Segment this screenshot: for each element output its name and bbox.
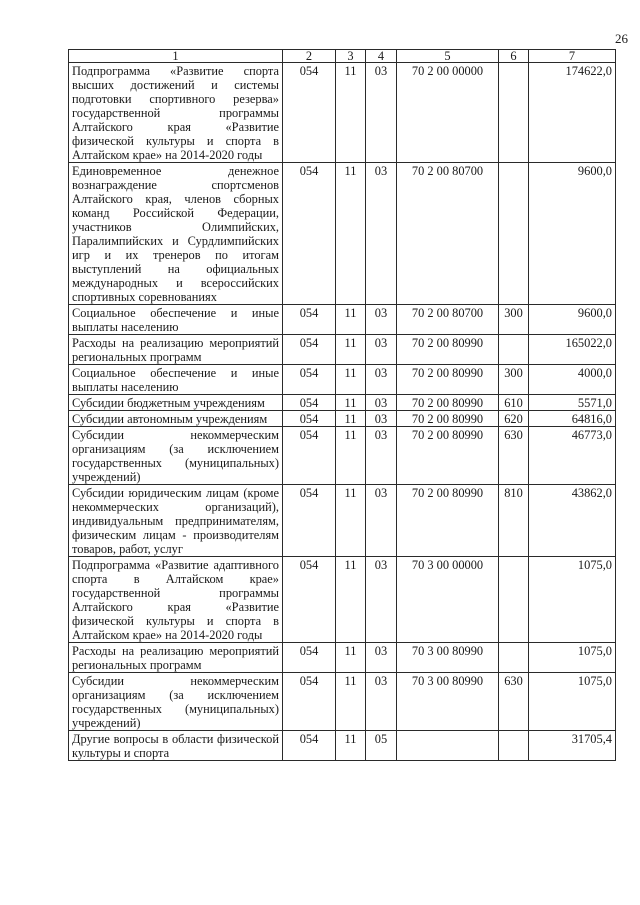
section-code: 11: [336, 643, 366, 673]
ministry-code: 054: [283, 305, 336, 335]
target-code: 70 2 00 80700: [397, 163, 499, 305]
section-code: 11: [336, 63, 366, 163]
section-code: 11: [336, 557, 366, 643]
target-code: 70 2 00 80990: [397, 427, 499, 485]
section-code: 11: [336, 305, 366, 335]
subsection-code: 03: [366, 485, 397, 557]
amount: 43862,0: [529, 485, 616, 557]
expense-type-code: [499, 63, 529, 163]
target-code: 70 2 00 80990: [397, 335, 499, 365]
table-row: [69, 485, 616, 557]
amount: 165022,0: [529, 335, 616, 365]
target-code: 70 2 00 80990: [397, 485, 499, 557]
ministry-code: 054: [283, 395, 336, 411]
section-code: 11: [336, 365, 366, 395]
ministry-code: 054: [283, 643, 336, 673]
item-name: Субсидии автономным учреждениям: [69, 411, 283, 427]
subsection-code: 03: [366, 395, 397, 411]
table-row: [69, 335, 616, 365]
ministry-code: 054: [283, 63, 336, 163]
subsection-code: 03: [366, 63, 397, 163]
ministry-code: 054: [283, 557, 336, 643]
expense-type-code: 300: [499, 365, 529, 395]
subsection-code: 03: [366, 643, 397, 673]
expense-type-code: 810: [499, 485, 529, 557]
table-row: [69, 305, 616, 335]
table-row: [69, 395, 616, 411]
table-row: [69, 557, 616, 643]
target-code: 70 3 00 80990: [397, 673, 499, 731]
item-name: Другие вопросы в области физической культуры и спорта: [69, 731, 283, 761]
amount: 4000,0: [529, 365, 616, 395]
ministry-code: 054: [283, 673, 336, 731]
target-code: 70 2 00 00000: [397, 63, 499, 163]
amount: 9600,0: [529, 305, 616, 335]
target-code: 70 3 00 80990: [397, 643, 499, 673]
subsection-code: 03: [366, 427, 397, 485]
amount: 1075,0: [529, 557, 616, 643]
ministry-code: 054: [283, 365, 336, 395]
amount: 46773,0: [529, 427, 616, 485]
ministry-code: 054: [283, 335, 336, 365]
column-header: 5: [397, 50, 499, 63]
item-name: Субсидии некоммерческим организациям (за исключением государственных (муниципальных) учреждений): [69, 427, 283, 485]
table-row: [69, 673, 616, 731]
item-name: Субсидии юридическим лицам (кроме некоммерческих организаций), индивидуальным предпринимателям, физическим лицам - производителям товаров, работ, услуг: [69, 485, 283, 557]
item-name: Расходы на реализацию мероприятий региональных программ: [69, 335, 283, 365]
item-name: Социальное обеспечение и иные выплаты населению: [69, 365, 283, 395]
ministry-code: 054: [283, 731, 336, 761]
subsection-code: 03: [366, 305, 397, 335]
expense-type-code: [499, 731, 529, 761]
target-code: [397, 731, 499, 761]
ministry-code: 054: [283, 163, 336, 305]
target-code: 70 2 00 80700: [397, 305, 499, 335]
section-code: 11: [336, 673, 366, 731]
expense-type-code: 630: [499, 673, 529, 731]
table-row: [69, 163, 616, 305]
expense-type-code: 630: [499, 427, 529, 485]
amount: 64816,0: [529, 411, 616, 427]
expense-type-code: 300: [499, 305, 529, 335]
column-header: 6: [499, 50, 529, 63]
expense-type-code: [499, 557, 529, 643]
amount: 1075,0: [529, 673, 616, 731]
subsection-code: 03: [366, 365, 397, 395]
subsection-code: 03: [366, 557, 397, 643]
subsection-code: 05: [366, 731, 397, 761]
target-code: 70 3 00 00000: [397, 557, 499, 643]
section-code: 11: [336, 335, 366, 365]
table-row: [69, 411, 616, 427]
expense-type-code: [499, 335, 529, 365]
amount: 9600,0: [529, 163, 616, 305]
ministry-code: 054: [283, 485, 336, 557]
expense-type-code: [499, 643, 529, 673]
expense-type-code: 620: [499, 411, 529, 427]
column-header: 7: [529, 50, 616, 63]
target-code: 70 2 00 80990: [397, 365, 499, 395]
column-header: 2: [283, 50, 336, 63]
ministry-code: 054: [283, 411, 336, 427]
amount: 5571,0: [529, 395, 616, 411]
amount: 1075,0: [529, 643, 616, 673]
section-code: 11: [336, 485, 366, 557]
expense-type-code: [499, 163, 529, 305]
item-name: Субсидии бюджетным учреждениям: [69, 395, 283, 411]
section-code: 11: [336, 163, 366, 305]
section-code: 11: [336, 427, 366, 485]
subsection-code: 03: [366, 673, 397, 731]
table-row: [69, 427, 616, 485]
section-code: 11: [336, 731, 366, 761]
subsection-code: 03: [366, 411, 397, 427]
section-code: 11: [336, 395, 366, 411]
table-row: [69, 643, 616, 673]
item-name: Субсидии некоммерческим организациям (за исключением государственных (муниципальных) учреждений): [69, 673, 283, 731]
subsection-code: 03: [366, 163, 397, 305]
item-name: Социальное обеспечение и иные выплаты населению: [69, 305, 283, 335]
item-name: Подпрограмма «Развитие адаптивного спорта в Алтайском крае» государственной программы Алтайского края «Развитие физической культуры и спорта в Алтайском крае» на 2014-2020 годы: [69, 557, 283, 643]
target-code: 70 2 00 80990: [397, 411, 499, 427]
table-row: [69, 731, 616, 761]
section-code: 11: [336, 411, 366, 427]
expense-type-code: 610: [499, 395, 529, 411]
column-header: 1: [69, 50, 283, 63]
ministry-code: 054: [283, 427, 336, 485]
item-name: Подпрограмма «Развитие спорта высших достижений и системы подготовки спортивного резерва» государственной программы Алтайского края «Развитие физической культуры и спорта в Алтайском крае» на 2014-2020 годы: [69, 63, 283, 163]
item-name: Расходы на реализацию мероприятий региональных программ: [69, 643, 283, 673]
column-number-row: [69, 50, 616, 63]
target-code: 70 2 00 80990: [397, 395, 499, 411]
item-name: Единовременное денежное вознаграждение спортсменов Алтайского края, членов сборных команд Российской Федерации, участников Олимпийских, Паралимпийских и Сурдлимпийских игр и их тренеров по итогам выступлений на официальных международных и всероссийских спортивных соревнованиях: [69, 163, 283, 305]
subsection-code: 03: [366, 335, 397, 365]
table-row: [69, 63, 616, 163]
table-row: [69, 365, 616, 395]
amount: 31705,4: [529, 731, 616, 761]
page-number: 26: [615, 31, 628, 46]
budget-table: [68, 49, 616, 761]
column-header: 3: [336, 50, 366, 63]
column-header: 4: [366, 50, 397, 63]
amount: 174622,0: [529, 63, 616, 163]
